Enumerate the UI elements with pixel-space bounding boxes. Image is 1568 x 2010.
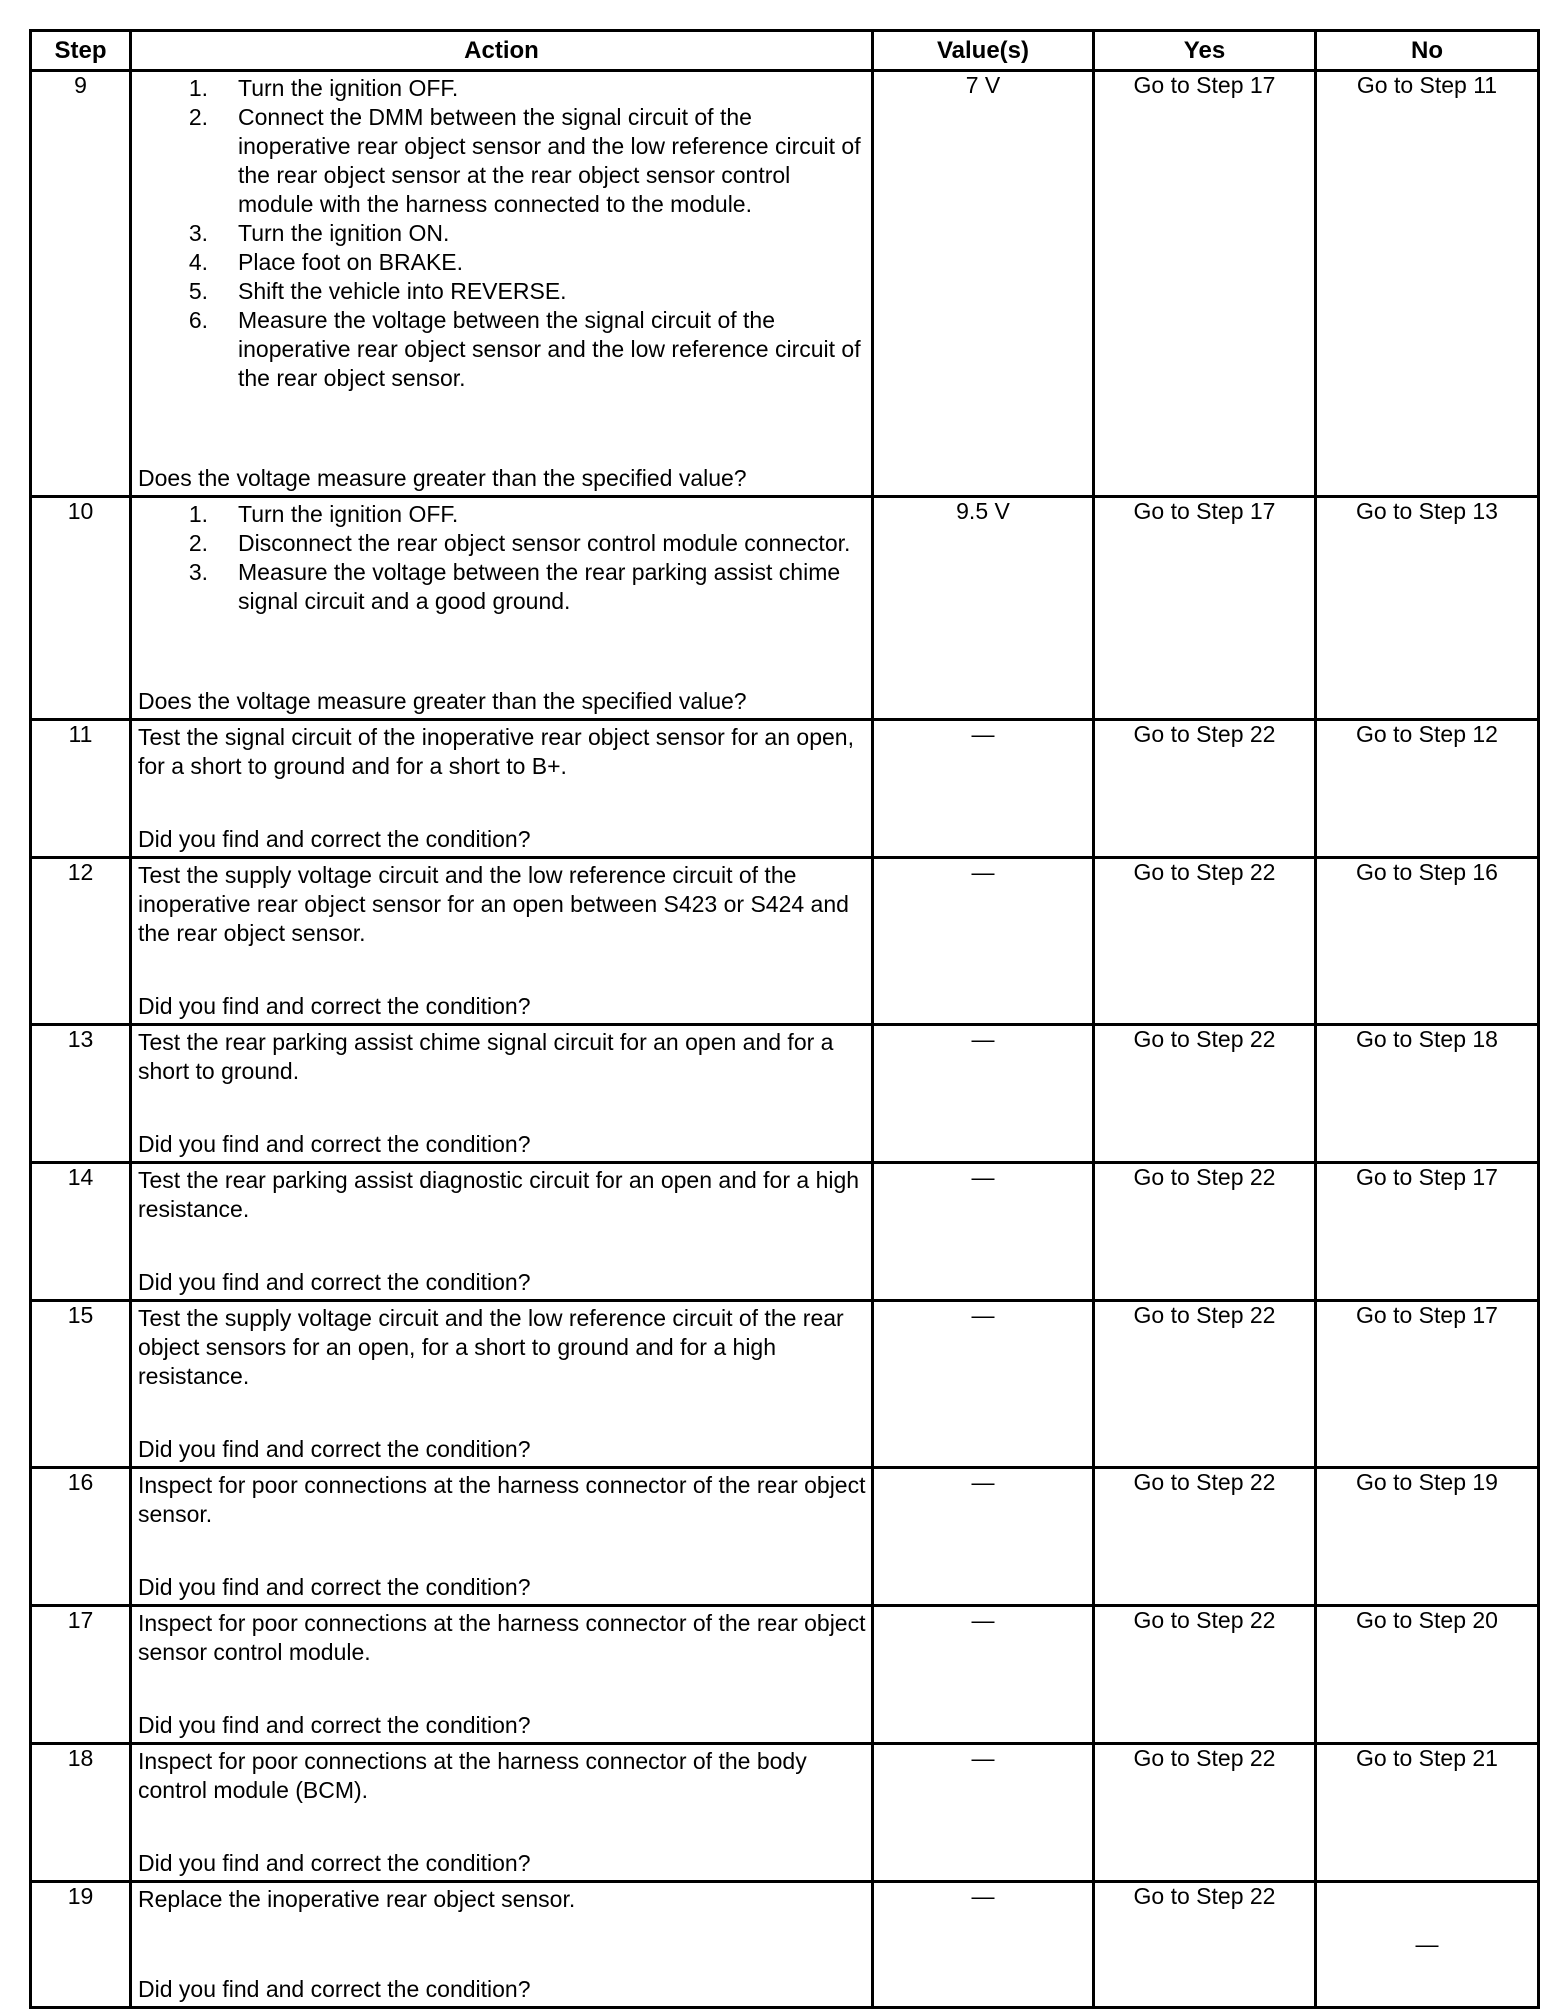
procedure-step-text: Connect the DMM between the signal circuit of the inoperative rear object sensor and the low reference circuit of the rear object sensor at the rear object sensor control module with the harness connected to the module. [238,104,861,217]
table-row [31,1606,1539,1744]
action-content [132,1164,871,1299]
table-row [31,497,1539,720]
procedure-step-text: Measure the voltage between the signal circuit of the inoperative rear object sensor and the low reference circuit of the rear object sensor. [238,307,861,391]
table-row [31,71,1539,497]
action-cell [131,1744,873,1882]
action-cell [131,1163,873,1301]
procedure-step-number: 1. [188,75,208,101]
action-cell [131,1025,873,1163]
table-row [31,1301,1539,1468]
action-content [132,1026,871,1161]
action-cell [131,1301,873,1468]
step-number: 10 [31,497,131,720]
step-number: 11 [31,720,131,858]
procedure-list [138,74,867,393]
procedure-step-number: 6. [188,307,208,333]
step-number: 17 [31,1606,131,1744]
procedure-step [138,219,867,248]
action-cell [131,1882,873,2008]
yes-cell: Go to Step 22 [1094,858,1316,1025]
procedure-step-text: Shift the vehicle into REVERSE. [238,278,567,304]
no-cell: Go to Step 13 [1316,497,1539,720]
procedure-step-number: 3. [188,220,208,246]
yes-cell: Go to Step 22 [1094,1301,1316,1468]
action-content [132,1469,871,1604]
action-cell [131,1468,873,1606]
table-row [31,1744,1539,1882]
action-instructions [138,723,867,781]
action-question: Did you find and correct the condition? [138,993,531,1019]
table-row [31,858,1539,1025]
yes-cell: Go to Step 17 [1094,71,1316,497]
action-text: Test the rear parking assist diagnostic circuit for an open and for a high resistance. [138,1167,860,1222]
value-cell: — [873,1163,1094,1301]
procedure-step [138,500,867,529]
no-cell: Go to Step 17 [1316,1301,1539,1468]
action-text: Test the rear parking assist chime signal circuit for an open and for a short to ground. [138,1029,834,1084]
yes-cell: Go to Step 22 [1094,720,1316,858]
header-step: Step [31,31,131,71]
no-cell: Go to Step 17 [1316,1163,1539,1301]
action-instructions [138,1885,867,1914]
action-content [132,1745,871,1880]
yes-cell: Go to Step 22 [1094,1163,1316,1301]
header-no: No [1316,31,1539,71]
diagnostic-table [29,29,1540,2009]
value-cell: — [873,1744,1094,1882]
action-content [132,859,871,1023]
action-instructions [138,1471,867,1529]
action-instructions [138,861,867,948]
action-question: Did you find and correct the condition? [138,826,531,852]
value-cell: — [873,1301,1094,1468]
header-row [31,31,1539,71]
action-cell [131,720,873,858]
table-row [31,1468,1539,1606]
action-instructions [138,500,867,616]
header-values: Value(s) [873,31,1094,71]
action-question: Did you find and correct the condition? [138,1850,531,1876]
yes-cell: Go to Step 17 [1094,497,1316,720]
value-cell: — [873,1882,1094,2008]
action-cell [131,71,873,497]
action-text: Test the signal circuit of the inoperative rear object sensor for an open, for a short to ground and for a short to B+. [138,724,854,779]
header-yes: Yes [1094,31,1316,71]
procedure-step-text: Turn the ignition OFF. [238,501,459,527]
action-content [132,1302,871,1466]
action-question: Does the voltage measure greater than the specified value? [138,465,747,491]
action-question: Did you find and correct the condition? [138,1712,531,1738]
no-cell: Go to Step 19 [1316,1468,1539,1606]
yes-cell: Go to Step 22 [1094,1025,1316,1163]
no-cell: Go to Step 18 [1316,1025,1539,1163]
table-row [31,720,1539,858]
procedure-step [138,558,867,616]
procedure-step [138,74,867,103]
step-number: 12 [31,858,131,1025]
step-number: 16 [31,1468,131,1606]
no-cell: Go to Step 11 [1316,71,1539,497]
action-content [132,72,871,495]
step-number: 13 [31,1025,131,1163]
action-content [132,1883,871,2006]
no-cell: Go to Step 16 [1316,858,1539,1025]
action-content [132,498,871,718]
action-content [132,721,871,856]
action-question: Did you find and correct the condition? [138,1976,531,2002]
action-text: Inspect for poor connections at the harness connector of the body control module (BCM). [138,1748,807,1803]
procedure-step-number: 2. [188,530,208,556]
action-text: Test the supply voltage circuit and the low reference circuit of the rear object sensors for an open, for a short to ground and for a high resistance. [138,1305,844,1389]
action-text: Inspect for poor connections at the harness connector of the rear object sensor. [138,1472,866,1527]
action-instructions [138,1304,867,1391]
step-number: 14 [31,1163,131,1301]
procedure-step-text: Disconnect the rear object sensor control module connector. [238,530,851,556]
no-cell: Go to Step 20 [1316,1606,1539,1744]
value-cell: — [873,858,1094,1025]
action-question: Did you find and correct the condition? [138,1574,531,1600]
procedure-step-number: 1. [188,501,208,527]
action-instructions [138,1747,867,1805]
procedure-step-number: 4. [188,249,208,275]
table-row [31,1882,1539,2008]
action-content [132,1607,871,1742]
step-number: 19 [31,1882,131,2008]
yes-cell: Go to Step 22 [1094,1882,1316,2008]
procedure-step-number: 5. [188,278,208,304]
action-question: Did you find and correct the condition? [138,1131,531,1157]
value-cell: — [873,1468,1094,1606]
table-row [31,1025,1539,1163]
no-cell: Go to Step 12 [1316,720,1539,858]
value-cell: — [873,720,1094,858]
action-instructions [138,1609,867,1667]
table-row [31,1163,1539,1301]
action-instructions [138,1028,867,1086]
procedure-step [138,529,867,558]
step-number: 9 [31,71,131,497]
no-cell: — [1316,1882,1539,2008]
procedure-step-text: Turn the ignition OFF. [238,75,459,101]
procedure-step-text: Place foot on BRAKE. [238,249,464,275]
procedure-step [138,306,867,393]
procedure-step [138,277,867,306]
value-cell: — [873,1606,1094,1744]
procedure-list [138,500,867,616]
procedure-step-text: Measure the voltage between the rear parking assist chime signal circuit and a good ground. [238,559,841,614]
value-cell: 9.5 V [873,497,1094,720]
action-cell [131,497,873,720]
procedure-step [138,103,867,219]
action-question: Did you find and correct the condition? [138,1269,531,1295]
action-instructions [138,1166,867,1224]
header-action: Action [131,31,873,71]
no-cell: Go to Step 21 [1316,1744,1539,1882]
procedure-step-text: Turn the ignition ON. [238,220,450,246]
yes-cell: Go to Step 22 [1094,1744,1316,1882]
action-question: Does the voltage measure greater than the specified value? [138,688,747,714]
yes-cell: Go to Step 22 [1094,1606,1316,1744]
procedure-step-number: 3. [188,559,208,585]
procedure-step-number: 2. [188,104,208,130]
action-cell [131,858,873,1025]
procedure-step [138,248,867,277]
yes-cell: Go to Step 22 [1094,1468,1316,1606]
value-cell: — [873,1025,1094,1163]
action-cell [131,1606,873,1744]
action-text: Replace the inoperative rear object sensor. [138,1886,576,1912]
action-text: Test the supply voltage circuit and the low reference circuit of the inoperative rear object sensor for an open between S423 or S424 and the rear object sensor. [138,862,849,946]
value-cell: 7 V [873,71,1094,497]
action-question: Did you find and correct the condition? [138,1436,531,1462]
step-number: 15 [31,1301,131,1468]
action-text: Inspect for poor connections at the harness connector of the rear object sensor control module. [138,1610,866,1665]
table-body [31,71,1539,2008]
action-instructions [138,74,867,393]
step-number: 18 [31,1744,131,1882]
